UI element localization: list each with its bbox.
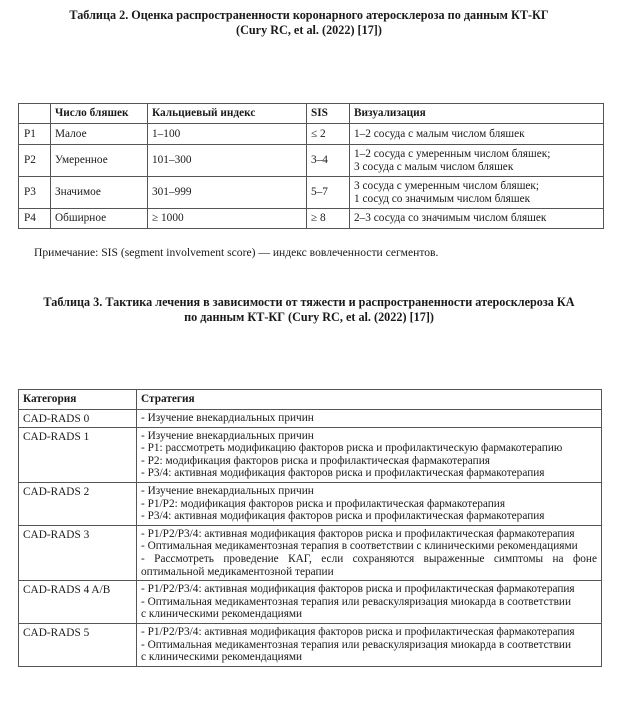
table2-caption-line1: Таблица 2. Оценка распространенности коронарного атеросклероза по данным КТ-КГ — [69, 8, 549, 22]
strategy — [137, 525, 602, 580]
strategy-line: - P2: модификация факторов риска и профилактическая фармакотерапия — [141, 454, 490, 467]
row-id: P1 — [19, 124, 51, 145]
table3-header-row — [19, 390, 602, 410]
strategy-line: - P3/4: активная модификация факторов риска и профилактическая фармакотерапия — [141, 467, 545, 480]
calcium-index: 1–100 — [148, 124, 307, 145]
visualization — [350, 145, 604, 177]
table-row — [19, 525, 602, 580]
table3-caption-line1: Таблица 3. Тактика лечения в зависимости от тяжести и распространенности атеросклероза КА — [43, 295, 575, 309]
visualization-line: 1–2 сосуда с малым числом бляшек — [354, 127, 525, 140]
table-row — [19, 623, 602, 666]
table3-caption-line2: по данным КТ-КГ (Cury RC, et al. (2022) [17]) — [184, 310, 434, 324]
category: CAD-RADS 2 — [19, 482, 137, 525]
table2-header-calcium: Кальциевый индекс — [148, 104, 307, 124]
visualization-line: 1–2 сосуда с умеренным числом бляшек; — [354, 147, 551, 160]
visualization — [350, 209, 604, 229]
sis-value: 5–7 — [307, 177, 350, 209]
strategy-line: оптимальной медикаментозной терапии — [141, 565, 334, 578]
visualization-line: 3 сосуда с умеренным числом бляшек; — [354, 179, 540, 192]
visualization — [350, 124, 604, 145]
strategy-line: - P3/4: активная модификация факторов риска и профилактическая фармакотерапия — [141, 510, 545, 523]
table-row — [19, 427, 602, 482]
plaque-count: Обширное — [51, 209, 148, 229]
strategy-line: - P1/P2/P3/4: активная модификация факторов риска и профилактическая фармакотерапия — [141, 625, 575, 638]
strategy-line: - Оптимальная медикаментозная терапия или реваскуляризация миокарда в соответствии — [141, 595, 572, 608]
category: CAD-RADS 1 — [19, 427, 137, 482]
table-row — [19, 482, 602, 525]
visualization-line: 2–3 сосуда со значимым числом бляшек — [354, 212, 547, 225]
table2-header-id — [19, 104, 51, 124]
visualization-line: 3 сосуда с малым числом бляшек — [354, 160, 514, 173]
strategy-line: с клиническими рекомендациями — [141, 651, 303, 664]
strategy-line: - Оптимальная медикаментозная терапия в соответствии с клиническими рекомендациями — [141, 540, 578, 553]
table2-note: Примечание: SIS (segment involvement score) — индекс вовлеченности сегментов. — [34, 246, 439, 259]
table3 — [18, 389, 602, 667]
plaque-count: Малое — [51, 124, 148, 145]
calcium-index: 101–300 — [148, 145, 307, 177]
row-id: P3 — [19, 177, 51, 209]
table2-header-vis: Визуализация — [350, 104, 604, 124]
strategy-line: с клиническими рекомендациями — [141, 608, 303, 621]
strategy-line: - Оптимальная медикаментозная терапия или реваскуляризация миокарда в соответствии — [141, 638, 572, 651]
table-row — [19, 581, 602, 624]
table-row — [19, 124, 604, 145]
strategy-line: - Рассмотреть проведение КАГ, если сохраняются выраженные симптомы на фоне — [141, 552, 597, 565]
strategy-line: - P1: рассмотреть модификацию факторов риска и профилактическую фармакотерапию — [141, 442, 563, 455]
table2-caption — [8, 8, 610, 38]
table2-header-count: Число бляшек — [51, 104, 148, 124]
strategy-line: - P1/P2/P3/4: активная модификация факторов риска и профилактическая фармакотерапия — [141, 527, 575, 540]
visualization — [350, 177, 604, 209]
strategy — [137, 410, 602, 428]
strategy-line: - P1/P2/P3/4: активная модификация факторов риска и профилактическая фармакотерапия — [141, 583, 575, 596]
plaque-count: Значимое — [51, 177, 148, 209]
calcium-index: ≥ 1000 — [148, 209, 307, 229]
table2-caption-line2: (Cury RC, et al. (2022) [17]) — [236, 23, 382, 37]
strategy — [137, 482, 602, 525]
row-id: P2 — [19, 145, 51, 177]
strategy — [137, 427, 602, 482]
table3-header-strategy: Стратегия — [137, 390, 602, 410]
strategy-line: - Изучение внекардиальных причин — [141, 429, 314, 442]
sis-value: ≤ 2 — [307, 124, 350, 145]
table2-header-row — [19, 104, 604, 124]
table3-header-category: Категория — [19, 390, 137, 410]
plaque-count: Умеренное — [51, 145, 148, 177]
strategy-line: - Изучение внекардиальных причин — [141, 412, 314, 424]
sis-value: ≥ 8 — [307, 209, 350, 229]
table2-header-sis: SIS — [307, 104, 350, 124]
category: CAD-RADS 4 A/B — [19, 581, 137, 624]
strategy-line: - Изучение внекардиальных причин — [141, 484, 314, 497]
row-id: P4 — [19, 209, 51, 229]
table2 — [18, 103, 604, 229]
table-row — [19, 177, 604, 209]
table-row — [19, 145, 604, 177]
strategy — [137, 581, 602, 624]
strategy — [137, 623, 602, 666]
table-row — [19, 209, 604, 229]
category: CAD-RADS 3 — [19, 525, 137, 580]
table3-caption — [8, 295, 610, 325]
sis-value: 3–4 — [307, 145, 350, 177]
calcium-index: 301–999 — [148, 177, 307, 209]
strategy-line: - P1/P2: модификация факторов риска и профилактическая фармакотерапия — [141, 497, 506, 510]
table-row — [19, 410, 602, 428]
category: CAD-RADS 0 — [19, 410, 137, 428]
visualization-line: 1 сосуд со значимым числом бляшек — [354, 192, 531, 205]
category: CAD-RADS 5 — [19, 623, 137, 666]
